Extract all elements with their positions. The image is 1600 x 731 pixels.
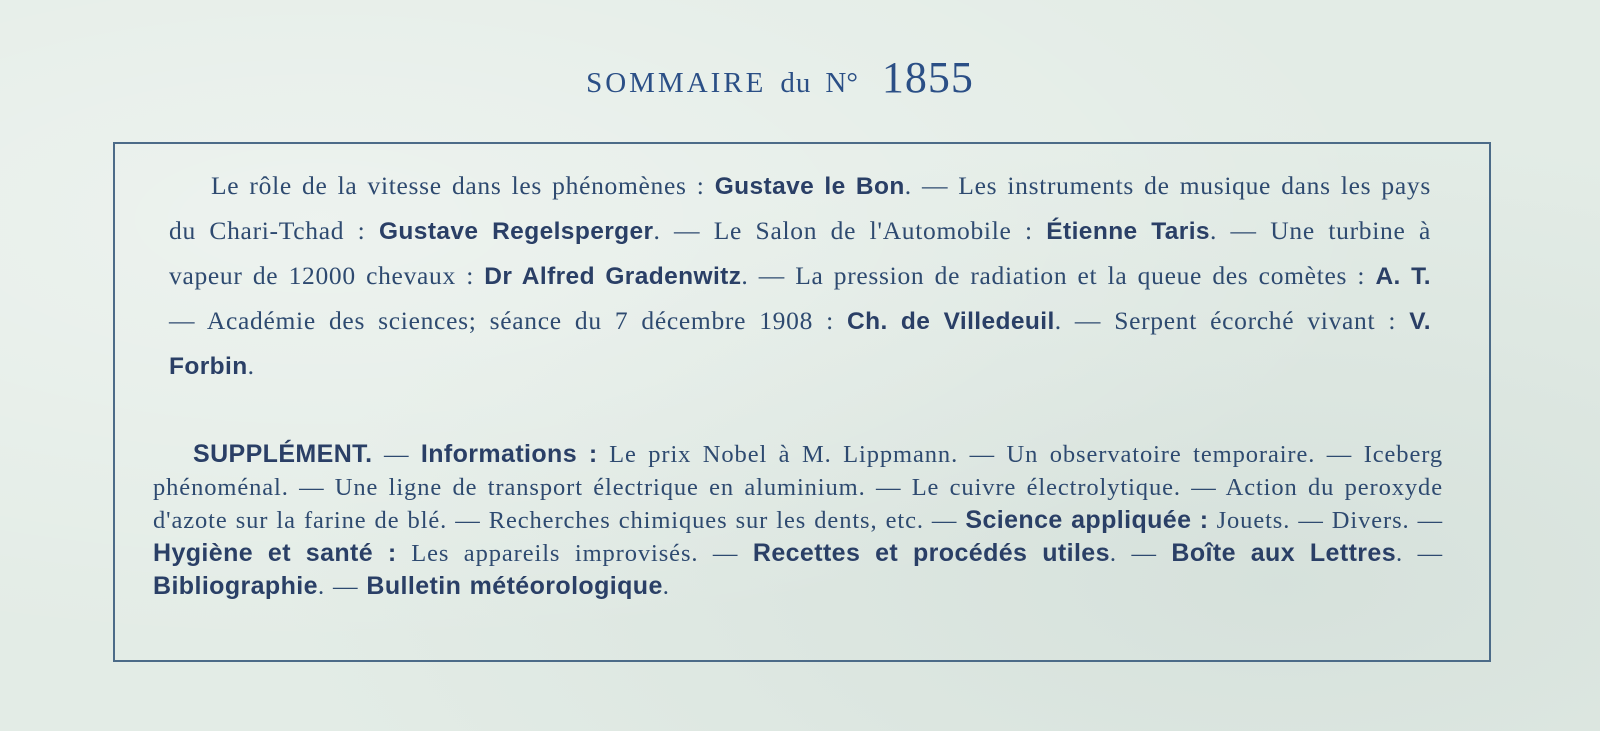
paragraph-end: . — [662, 573, 670, 600]
title-du: du — [780, 67, 812, 99]
separator: — — [169, 306, 207, 335]
separator: . — — [653, 216, 714, 245]
contents-box — [113, 142, 1491, 662]
separator: . — — [1396, 540, 1443, 567]
summary-paragraph — [169, 164, 1431, 389]
article-1-author: Gustave le Bon — [714, 173, 905, 200]
separator: . — — [1054, 306, 1115, 335]
bibliographie-heading: Bibliographie — [153, 572, 318, 600]
separator: — — [372, 441, 421, 468]
informations-heading: Informations : — [420, 440, 598, 468]
hygiene-heading: Hygiène et santé : — [153, 539, 397, 567]
issue-number: 1855 — [881, 53, 974, 102]
article-4-author: Dr Alfred Gradenwitz — [484, 263, 742, 290]
article-7-author: V. Forbin — [169, 308, 1431, 380]
article-3-author: Étienne Taris — [1046, 218, 1210, 245]
science-appliquee-text: Jouets. — Divers. — — [1208, 507, 1444, 534]
boite-aux-lettres-heading: Boîte aux Lettres — [1171, 539, 1397, 567]
article-2-author: Gustave Regelsperger — [378, 218, 654, 245]
article-1-title: Le rôle de la vitesse dans les phénomènes : — [211, 171, 715, 200]
hygiene-text: Les appareils improvisés. — — [396, 540, 753, 567]
separator: . — — [904, 171, 959, 200]
paragraph-end: . — [247, 351, 255, 380]
title-numero-sign: N° — [825, 67, 858, 99]
article-5-author: A. T. — [1375, 263, 1431, 290]
title-sommaire: SOMMAIRE — [586, 67, 767, 99]
supplement-label: SUPPLÉMENT. — [193, 440, 373, 468]
informations-text: Le prix Nobel à M. Lippmann. — Un observatoire temporaire. — Iceberg phénoménal. — Une ligne de transport électrique en aluminium. — Le cuivre électrolytique. — Action du peroxyde d'azote sur la farine de blé. — Recherches chimiques sur les dents, etc. — — [153, 441, 1443, 534]
science-appliquee-heading: Science appliquée : — [965, 506, 1209, 534]
article-4-title: Une turbine à vapeur de 12000 chevaux : — [169, 216, 1431, 290]
article-6-title: Académie des sciences; séance du 7 décembre 1908 : — [206, 306, 848, 335]
article-2-title: Les instruments de musique dans les pays du Chari-Tchad : — [169, 171, 1431, 245]
separator: . — — [741, 261, 796, 290]
article-3-title: Le Salon de l'Automobile : — [713, 216, 1047, 245]
article-5-title: La pression de radiation et la queue des comètes : — [795, 261, 1376, 290]
bulletin-heading: Bulletin météorologique — [366, 572, 663, 600]
article-6-author: Ch. de Villedeuil — [847, 308, 1055, 335]
separator: . — — [317, 573, 367, 600]
supplement-paragraph — [153, 438, 1443, 603]
article-7-title: Serpent écorché vivant : — [1114, 306, 1410, 335]
separator: . — — [1109, 540, 1172, 567]
separator: . — — [1209, 216, 1271, 245]
recettes-heading: Recettes et procédés utiles — [752, 539, 1110, 567]
page-title — [0, 52, 1560, 103]
